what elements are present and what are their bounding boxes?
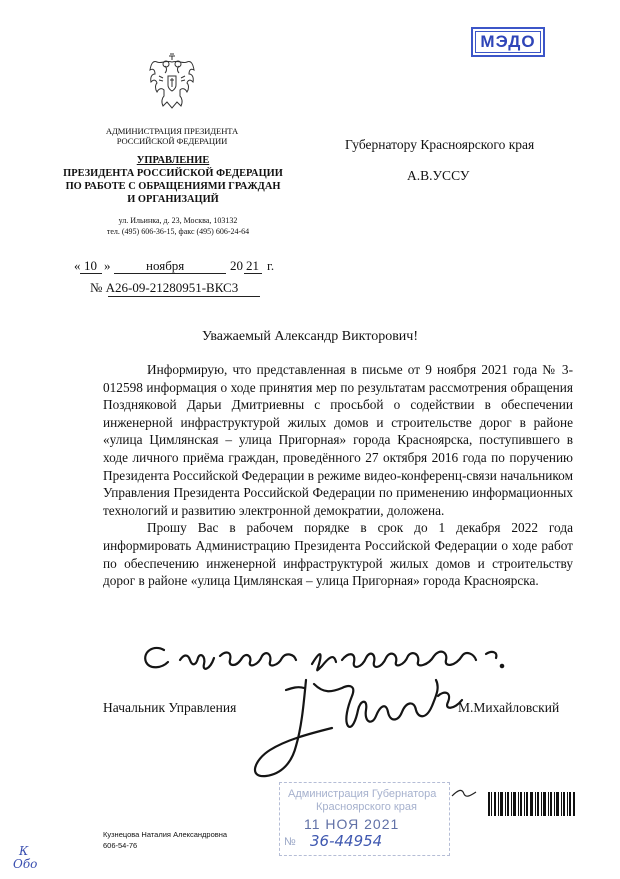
admin-line-2: РОССИЙСКОЙ ФЕДЕРАЦИИ (116, 136, 228, 146)
margin-note-line-1: К (19, 844, 29, 858)
sender-address (78, 216, 278, 237)
admin-line-1: АДМИНИСТРАЦИЯ ПРЕЗИДЕНТА (105, 126, 239, 136)
date-close-quote: » (104, 258, 111, 273)
stamp-date: 11 НОЯ 2021 (304, 816, 400, 832)
stamp-number: 36-44954 (310, 832, 383, 850)
executor-info (103, 829, 227, 851)
dept-line-1: УПРАВЛЕНИЕ (136, 155, 210, 166)
barcode-icon (488, 792, 576, 816)
stamp-org-line-2: Красноярского края (316, 801, 417, 813)
margin-note-line-2: Обо (13, 857, 38, 871)
medo-stamp: МЭДО (471, 27, 545, 57)
date-open-quote: « (74, 258, 81, 273)
letter-body (103, 361, 573, 590)
addressee-title: Губернатору Красноярского края (345, 137, 535, 152)
document-date (74, 258, 284, 274)
reg-number-text: № А26-09-21280951-ВКС3 (90, 280, 239, 295)
registration-number (90, 280, 238, 296)
executor-phone: 606-54-76 (103, 841, 138, 850)
dept-line-2: ПРЕЗИДЕНТА РОССИЙСКОЙ ФЕДЕРАЦИИ (63, 168, 283, 179)
address-line: ул. Ильинка, д. 23, Москва, 103132 (118, 216, 238, 225)
date-year-label: г. (267, 258, 275, 273)
coat-of-arms-icon (147, 52, 197, 112)
stamp-number-label: № (284, 836, 296, 848)
date-month: ноября (146, 258, 185, 273)
department-header (62, 154, 284, 206)
margin-handwritten-note (13, 845, 37, 871)
dept-line-3: ПО РАБОТЕ С ОБРАЩЕНИЯМИ ГРАЖДАН (65, 181, 281, 192)
incoming-registration-stamp (279, 782, 450, 856)
addressee-name: А.В.УССУ (407, 168, 470, 183)
executor-name: Кузнецова Наталия Александровна (103, 830, 228, 839)
handwritten-mark-icon (450, 786, 478, 800)
signer-name: М.Михайловский (458, 700, 560, 715)
signer-position: Начальник Управления (103, 700, 237, 715)
paragraph-2: Прошу Вас в рабочем порядке в срок до 1 декабря 2022 года информировать Администрацию Президента Российской Федерации о ходе работ по обеспечению инженерной инфраструктурой жилых домов и строительству дорог в районе «улица Цимлянская – улица Пригорная» города Красноярска. (103, 520, 573, 589)
administration-header (96, 126, 248, 146)
paragraph-1: Информирую, что представленная в письме от 9 ноября 2021 года № 3-012598 информация о ходе принятия мер по результатам рассмотрения обращения Поздняковой Дарьи Дмитриевны с просьбой о содействии в обеспечении инженерной инфраструктурой жилых домов и строительстве дорог в районе «улица Цимлянская – улица Пригорная» города Красноярска, поступившего в ходе личного приёма граждан, проведённого 27 октября 2016 года по поручению Президента Российской Федерации в режиме видео-конференц-связи начальником Управления Президента Российской Федерации по применению информационных технологий и развитию электронной демократии, доложена. (103, 362, 573, 518)
stamp-org-line-1: Администрация Губернатора (288, 788, 437, 800)
dept-line-4: И ОРГАНИЗАЦИЙ (127, 194, 219, 205)
phone-line: тел. (495) 606-36-15, факс (495) 606-24-64 (106, 226, 250, 236)
date-day: 10 (84, 258, 97, 273)
date-year-suffix: 21 (246, 258, 259, 273)
date-year-prefix: 20 (230, 258, 243, 273)
salutation: Уважаемый Александр Викторович! (202, 329, 418, 344)
